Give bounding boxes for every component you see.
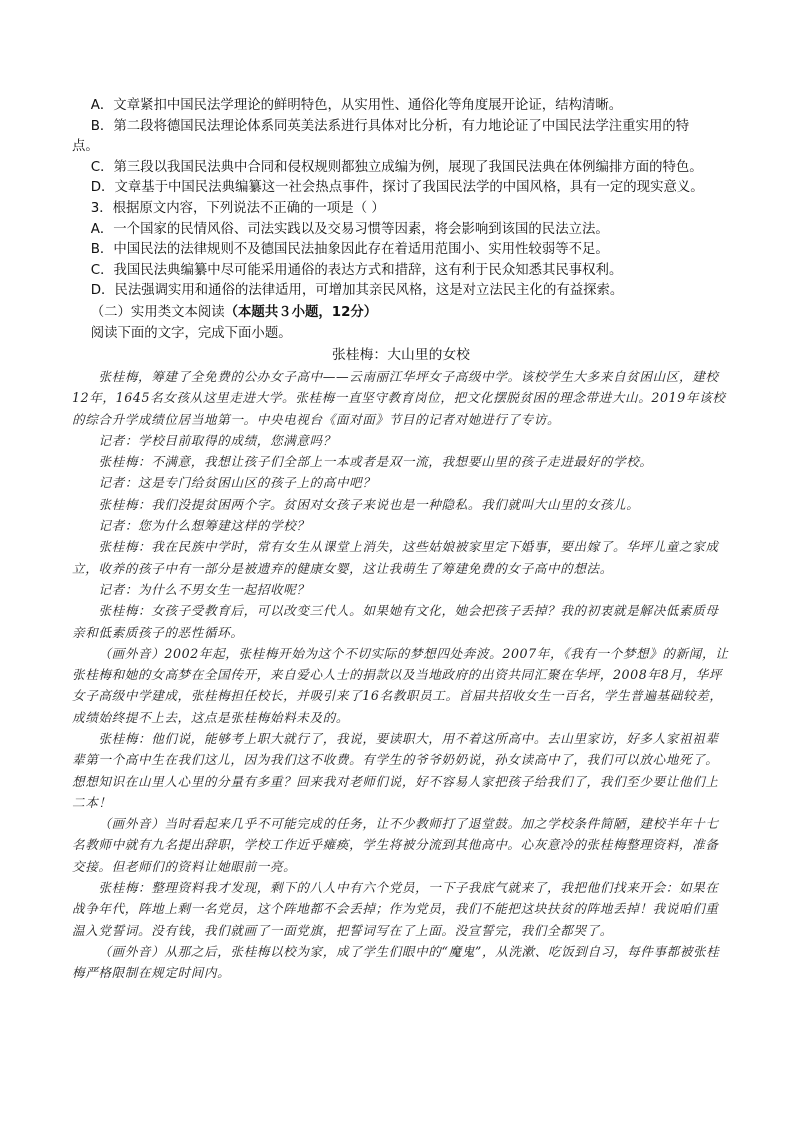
section-heading bbox=[72, 302, 730, 323]
q3-option-d: D．民法强调实用和通俗的法律适用，可增加其亲民风格，这是对立法民主化的有益探索。 bbox=[90, 283, 624, 299]
article-paragraph: 记者：这是专门给贫困山区的孩子上的高中吧？ bbox=[98, 475, 376, 491]
article-paragraph: 记者：您为什么想筹建这样的学校？ bbox=[98, 518, 310, 534]
article-title: 张桂梅：大山里的女校 bbox=[332, 346, 470, 363]
section-heading-prefix: （二）实用类文本阅读 bbox=[90, 304, 225, 320]
q2-option-b: B．第二段将德国民法理论体系同英美法系进行具体对比分析，有力地论证了中国民法学注重实用的特 bbox=[90, 118, 690, 134]
article-paragraph: （画外音）当时看起来几乎不可能完成的任务，让不少教师打了退堂鼓。加之学校条件简陋，建校半年十七名教师中就有九名提出辞职，学校工作近乎瘫痪，学生将被分流到其他高中。心灰意冷的张桂梅整理资料，准备交接。但老师们的资料让她眼前一亮。 bbox=[72, 816, 719, 874]
question-3 bbox=[72, 199, 730, 302]
q3-stem: 3．根据原文内容，下列说法不正确的一项是（ ） bbox=[90, 200, 385, 216]
article-body bbox=[72, 366, 730, 984]
article-paragraph: 张桂梅：整理资料我才发现，剩下的八人中有六个党员，一下子我底气就来了，我把他们找来开会：如果在战争年代，阵地上剩一名党员，这个阵地都不会丢掉；作为党员，我们不能把这块扶贫的阵地丢掉！我说咱们重温入党誓词。没有钱，我们就画了一面党旗，把誓词写在了上面。没宣誓完，我们全都哭了。 bbox=[72, 880, 719, 938]
q3-option-b: B．中国民法的法律规则不及德国民法抽象因此存在着适用范围小、实用性较弱等不足。 bbox=[90, 242, 609, 258]
article-paragraph: 张桂梅：我们没提贫困两个字。贫困对女孩子来说也是一种隐私。我们就叫大山里的女孩儿。 bbox=[98, 496, 640, 512]
article-paragraph: （画外音）2002年起，张桂梅开始为这个不切实际的梦想四处奔波。2007年，《我有一个梦想》的新闻，让张桂梅和她的女高梦在全国传开，来自爱心人士的捐款以及当地政府的出资共同汇聚在华坪，2008年8月，华坪女子高级中学建成，张桂梅担任校长，并吸引来了16名教职员工。首届共招收女生一百名，学生普遍基础较差，成绩始终提不上去，这点是张桂梅始料未及的。 bbox=[72, 645, 729, 725]
article-paragraph: 张桂梅，筹建了全免费的公办女子高中——云南丽江华坪女子高级中学。该校学生大多来自贫困山区，建校12年，1645名女孩从这里走进大学。张桂梅一直坚守教育岗位，把文化摆脱贫困的理念带进大山。2019年该校的综合升学成绩位居当地第一。中央电视台《面对面》节目的记者对她进行了专访。 bbox=[72, 368, 726, 427]
reading-instruction: 阅读下面的文字，完成下面小题。 bbox=[90, 325, 292, 341]
article-paragraph: 记者：学校目前取得的成绩，您满意吗？ bbox=[98, 432, 336, 448]
q2-option-a: A．文章紧扣中国民法学理论的鲜明特色，从实用性、通俗化等角度展开论证，结构清晰。 bbox=[90, 98, 623, 113]
q2-option-c: C．第三段以我国民法典中合同和侵权规则都独立成编为例，展现了我国民法典在体例编排方面的特色。 bbox=[90, 159, 703, 175]
section-heading-bold: （本题共３小题，12分） bbox=[224, 304, 378, 320]
article-paragraph: 张桂梅：女孩子受教育后，可以改变三代人。如果她有文化，她会把孩子丢掉？我的初衷就是解决低素质母亲和低素质孩子的恶性循环。 bbox=[72, 603, 719, 640]
q3-option-c: C．我国民法典编纂中尽可能采用通俗的表达方式和措辞，这有利于民众知悉其民事权利。 bbox=[90, 262, 623, 278]
article-paragraph: 张桂梅：他们说，能够考上职大就行了，我说，要读职大，用不着这所高中。去山里家访，好多人家祖祖辈辈第一个高中生在我们这儿，因为我们这不收费。有学生的爷爷奶奶说，孙女读高中了，我们可以放心地死了。想想知识在山里人心里的分量有多重？回来我对老师们说，好不容易人家把孩子给我们了，我们至少要让他们上二本！ bbox=[72, 730, 719, 810]
q2-option-b-continued: 点。 bbox=[72, 139, 99, 155]
q3-option-a: A．一个国家的民情风俗、司法实践以及交易习惯等因素，将会影响到该国的民法立法。 bbox=[90, 221, 609, 237]
question-2-options bbox=[72, 96, 730, 199]
article-paragraph: （画外音）从那之后，张桂梅以校为家，成了学生们眼中的“魔鬼”，从洗漱、吃饭到自习，每件事都被张桂梅严格限制在规定时间内。 bbox=[72, 943, 720, 981]
article-paragraph: 张桂梅：我在民族中学时，常有女生从课堂上消失，这些姑娘被家里定下婚事，要出嫁了。华坪儿童之家成立，收养的孩子中有一部分是被遗弃的健康女婴，这让我萌生了筹建免费的女子高中的想法。 bbox=[72, 539, 719, 576]
article-paragraph: 记者：为什么不男女生一起招收呢？ bbox=[98, 581, 310, 597]
q2-option-d: D．文章基于中国民法典编纂这一社会热点事件，探讨了我国民法学的中国风格，具有一定的现实意义。 bbox=[90, 180, 704, 196]
article-paragraph: 张桂梅：不满意，我想让孩子们全部上一本或者是双一流，我想要山里的孩子走进最好的学校。 bbox=[98, 454, 653, 470]
